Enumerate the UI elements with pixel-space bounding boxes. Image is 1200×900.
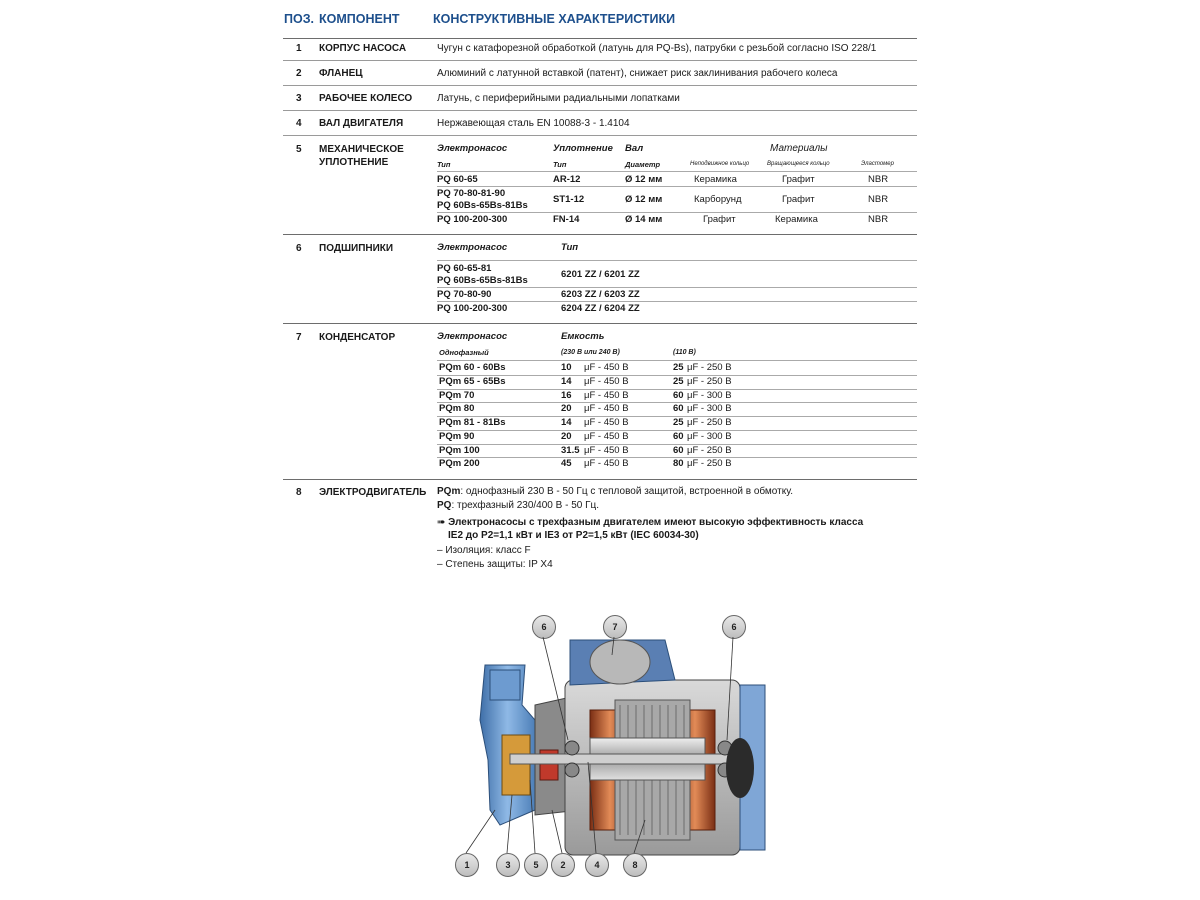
seal-rotating: Графит	[782, 194, 815, 205]
seal-diameter: Ø 14 мм	[625, 214, 663, 225]
capacitor-value-110: 60	[673, 390, 684, 401]
capacitor-value-110: 60	[673, 431, 684, 442]
callout-capacitor: 7	[603, 615, 627, 639]
sub-divider	[437, 430, 917, 431]
seal-fixed: Керамика	[694, 174, 737, 185]
capacitor-pump: PQm 90	[439, 431, 475, 442]
capacitor-unit-110: μF - 300 В	[687, 403, 732, 414]
sub-divider	[437, 360, 917, 361]
capacitor-value-230: 16	[561, 390, 572, 401]
capacitor-pump: PQm 81 - 81Bs	[439, 417, 506, 428]
capacitor-value-110: 25	[673, 362, 684, 373]
seal-sub-type2: Тип	[553, 160, 567, 169]
capacitor-pump: PQm 100	[439, 445, 480, 456]
component-name: КОНДЕНСАТОР	[319, 332, 396, 343]
divider	[283, 234, 917, 235]
capacitor-unit-110: μF - 250 В	[687, 417, 732, 428]
capacitor-pump: PQm 70	[439, 390, 475, 401]
seal-rotating: Графит	[782, 174, 815, 185]
seal-pump: PQ 70-80-81-90 PQ 60Bs-65Bs-81Bs	[437, 188, 528, 211]
bearings-header-type: Тип	[561, 242, 579, 253]
header-characteristics: КОНСТРУКТИВНЫЕ ХАРАКТЕРИСТИКИ	[433, 12, 676, 26]
sub-divider	[437, 457, 917, 458]
callout-bearing-left: 6	[532, 615, 556, 639]
seal-fixed: Карборунд	[694, 194, 742, 205]
seal-type: AR-12	[553, 174, 581, 185]
seal-type: FN-14	[553, 214, 580, 225]
bearing-type: 6201 ZZ / 6201 ZZ	[561, 269, 640, 280]
capacitor-unit-230: μF - 450 В	[584, 431, 629, 442]
row-number: 3	[296, 93, 302, 104]
capacitor-value-110: 80	[673, 458, 684, 469]
component-name: МЕХАНИЧЕСКОЕ УПЛОТНЕНИЕ	[319, 144, 404, 168]
row-number: 6	[296, 243, 302, 254]
bearing-pump: PQ 100-200-300	[437, 303, 508, 314]
seal-elastomer: NBR	[868, 174, 889, 185]
seal-header-shaft: Вал	[625, 143, 644, 154]
seal-header-materials: Материалы	[770, 143, 828, 154]
callout-impeller: 3	[496, 853, 520, 877]
capacitor-header-pump: Электронасос	[437, 331, 508, 342]
seal-header-seal: Уплотнение	[553, 143, 613, 154]
capacitor-unit-230: μF - 450 В	[584, 362, 629, 373]
capacitor-value-230: 20	[561, 403, 572, 414]
capacitor-unit-110: μF - 300 В	[687, 390, 732, 401]
seal-diameter: Ø 12 мм	[625, 194, 663, 205]
component-name: РАБОЧЕЕ КОЛЕСО	[319, 93, 413, 104]
capacitor-sub-230v: (230 В или 240 В)	[561, 349, 620, 356]
sub-divider	[437, 301, 917, 302]
capacitor-unit-230: μF - 450 В	[584, 376, 629, 387]
seal-sub-type: Тип	[437, 160, 451, 169]
component-description: Алюминий с латунной вставкой (патент), снижает риск заклинивания рабочего колеса	[437, 68, 838, 79]
motor-insulation: – Изоляция: класс F	[437, 545, 531, 556]
callout-bearing-right: 6	[722, 615, 746, 639]
capacitor-unit-230: μF - 450 В	[584, 403, 629, 414]
capacitor-unit-110: μF - 300 В	[687, 431, 732, 442]
row-number: 2	[296, 68, 302, 79]
motor-pqm-line: PQm: однофазный 230 В - 50 Гц с тепловой защитой, встроенной в обмотку.	[437, 486, 793, 497]
callout-mechanical-seal: 5	[524, 853, 548, 877]
seal-diameter: Ø 12 мм	[625, 174, 663, 185]
row-number: 5	[296, 144, 302, 155]
seal-rotating: Керамика	[775, 214, 818, 225]
capacitor-value-230: 31.5	[561, 445, 580, 456]
capacitor-unit-230: μF - 450 В	[584, 390, 629, 401]
bearing-pump: PQ 70-80-90	[437, 289, 492, 300]
capacitor-unit-110: μF - 250 В	[687, 445, 732, 456]
divider	[283, 85, 917, 86]
callout-flange: 2	[551, 853, 575, 877]
component-name: ЭЛЕКТРОДВИГАТЕЛЬ	[319, 487, 427, 498]
divider	[283, 38, 917, 39]
component-description: Чугун с катафорезной обработкой (латунь для PQ-Bs), патрубки с резьбой согласно ISO 228/1	[437, 43, 877, 54]
sub-divider	[437, 171, 917, 172]
component-name: ПОДШИПНИКИ	[319, 243, 394, 254]
sub-divider	[437, 416, 917, 417]
divider	[283, 60, 917, 61]
capacitor-header-capacity: Емкость	[561, 331, 605, 342]
component-description: Латунь, с периферийными радиальными лопатками	[437, 93, 680, 104]
seal-fixed: Графит	[703, 214, 736, 225]
seal-header-pump: Электронасос	[437, 143, 508, 154]
callout-pump-body: 1	[455, 853, 479, 877]
seal-pump: PQ 60-65	[437, 174, 478, 185]
callout-leader-lines	[440, 610, 770, 890]
callout-motor: 8	[623, 853, 647, 877]
capacitor-unit-110: μF - 250 В	[687, 376, 732, 387]
seal-sub-fixed-ring: Неподвижное кольцо	[690, 161, 750, 167]
seal-sub-diameter: Диаметр	[625, 160, 661, 169]
capacitor-pump: PQm 200	[439, 458, 480, 469]
row-number: 1	[296, 43, 302, 54]
capacitor-sub-110v: (110 В)	[673, 349, 696, 356]
divider	[283, 135, 917, 136]
bearings-header-pump: Электронасос	[437, 242, 508, 253]
capacitor-value-230: 10	[561, 362, 572, 373]
capacitor-value-110: 60	[673, 445, 684, 456]
seal-elastomer: NBR	[868, 214, 889, 225]
seal-sub-rotating-ring: Вращающееся кольцо	[767, 161, 830, 167]
bearing-type: 6204 ZZ / 6204 ZZ	[561, 303, 640, 314]
capacitor-unit-230: μF - 450 В	[584, 417, 629, 428]
sub-divider	[437, 287, 917, 288]
component-description: Нержавеющая сталь EN 10088-3 - 1.4104	[437, 118, 630, 129]
motor-protection: – Степень защиты: IP X4	[437, 559, 553, 570]
sub-divider	[437, 402, 917, 403]
sub-divider	[437, 389, 917, 390]
capacitor-unit-230: μF - 450 В	[584, 445, 629, 456]
capacitor-value-230: 20	[561, 431, 572, 442]
capacitor-sub-single-phase: Однофазный	[439, 348, 489, 357]
capacitor-pump: PQm 65 - 65Bs	[439, 376, 506, 387]
seal-pump: PQ 100-200-300	[437, 214, 508, 225]
header-pos: ПОЗ.	[284, 12, 315, 26]
arrow-icon: ➠	[437, 517, 446, 528]
row-number: 4	[296, 118, 302, 129]
motor-efficiency-note: ➠ Электронасосы с трехфазным двигателем имеют высокую эффективность класса IE2 до P2=1,1 кВт и IE3 от P2=1,5 кВт (IEC 60034-30)	[437, 517, 864, 541]
pump-cutaway-diagram	[440, 610, 770, 890]
row-number: 7	[296, 332, 302, 343]
bearing-type: 6203 ZZ / 6203 ZZ	[561, 289, 640, 300]
divider	[283, 323, 917, 324]
capacitor-value-230: 14	[561, 376, 572, 387]
callout-motor-shaft: 4	[585, 853, 609, 877]
component-name: ВАЛ ДВИГАТЕЛЯ	[319, 118, 404, 129]
sub-divider	[437, 375, 917, 376]
sub-divider	[437, 260, 917, 261]
divider	[283, 479, 917, 480]
capacitor-value-110: 25	[673, 417, 684, 428]
capacitor-pump: PQm 80	[439, 403, 475, 414]
capacitor-unit-110: μF - 250 В	[687, 362, 732, 373]
sub-divider	[437, 186, 917, 187]
capacitor-unit-110: μF - 250 В	[687, 458, 732, 469]
header-component: КОМПОНЕНТ	[319, 12, 400, 26]
seal-elastomer: NBR	[868, 194, 889, 205]
capacitor-value-110: 25	[673, 376, 684, 387]
capacitor-value-230: 45	[561, 458, 572, 469]
capacitor-unit-230: μF - 450 В	[584, 458, 629, 469]
divider	[283, 110, 917, 111]
capacitor-value-110: 60	[673, 403, 684, 414]
sub-divider	[437, 212, 917, 213]
sub-divider	[437, 444, 917, 445]
bearing-pump: PQ 60-65-81 PQ 60Bs-65Bs-81Bs	[437, 263, 528, 286]
motor-pq-line: PQ: трехфазный 230/400 В - 50 Гц.	[437, 500, 600, 511]
capacitor-value-230: 14	[561, 417, 572, 428]
component-name: ФЛАНЕЦ	[319, 68, 363, 79]
capacitor-pump: PQm 60 - 60Bs	[439, 362, 506, 373]
seal-sub-elastomer: Эластомер	[861, 161, 894, 167]
component-name: КОРПУС НАСОСА	[319, 43, 407, 54]
seal-type: ST1-12	[553, 194, 585, 205]
row-number: 8	[296, 487, 302, 498]
